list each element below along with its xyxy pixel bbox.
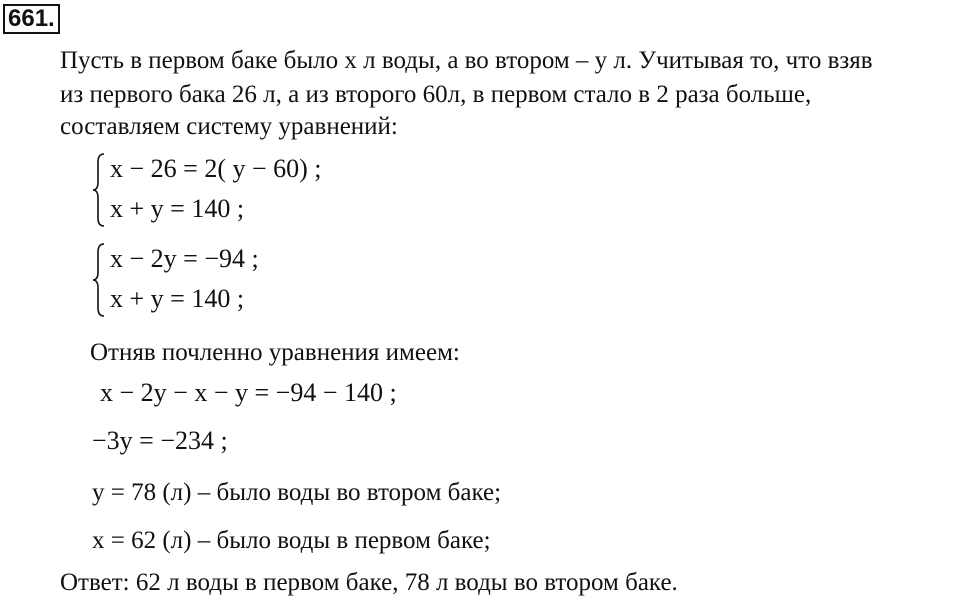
step-2: −3y = −234 ; xyxy=(92,426,228,455)
equation-system-2 xyxy=(92,242,392,318)
equation-system-1 xyxy=(92,152,392,228)
step-4: x = 62 (л) – было воды в первом баке; xyxy=(92,527,491,554)
intro-line-1: Пусть в первом баке было x л воды, а во втором – y л. Учитывая то, что взяв xyxy=(60,47,873,74)
step-1: x − 2y − x − y = −94 − 140 ; xyxy=(100,378,397,407)
brace-icon xyxy=(92,242,106,318)
system-2-equation-2: x + y = 140 ; xyxy=(110,284,245,313)
system-1-equation-2: x + y = 140 ; xyxy=(110,194,245,223)
intro-line-2: из первого бака 26 л, а из второго 60л, в первом стало в 2 раза больше, xyxy=(60,81,812,108)
answer-line: Ответ: 62 л воды в первом баке, 78 л воды во втором баке. xyxy=(60,569,678,596)
step-3: y = 78 (л) – было воды во втором баке; xyxy=(92,479,502,506)
brace-icon xyxy=(92,152,106,228)
problem-number: 661. xyxy=(3,4,60,34)
system-2-equation-1: x − 2y = −94 ; xyxy=(110,244,259,273)
system-1-equation-1: x − 26 = 2( y − 60) ; xyxy=(110,154,322,183)
subtract-text: Отняв почленно уравнения имеем: xyxy=(90,339,460,366)
intro-line-3: составляем систему уравнений: xyxy=(60,113,398,140)
